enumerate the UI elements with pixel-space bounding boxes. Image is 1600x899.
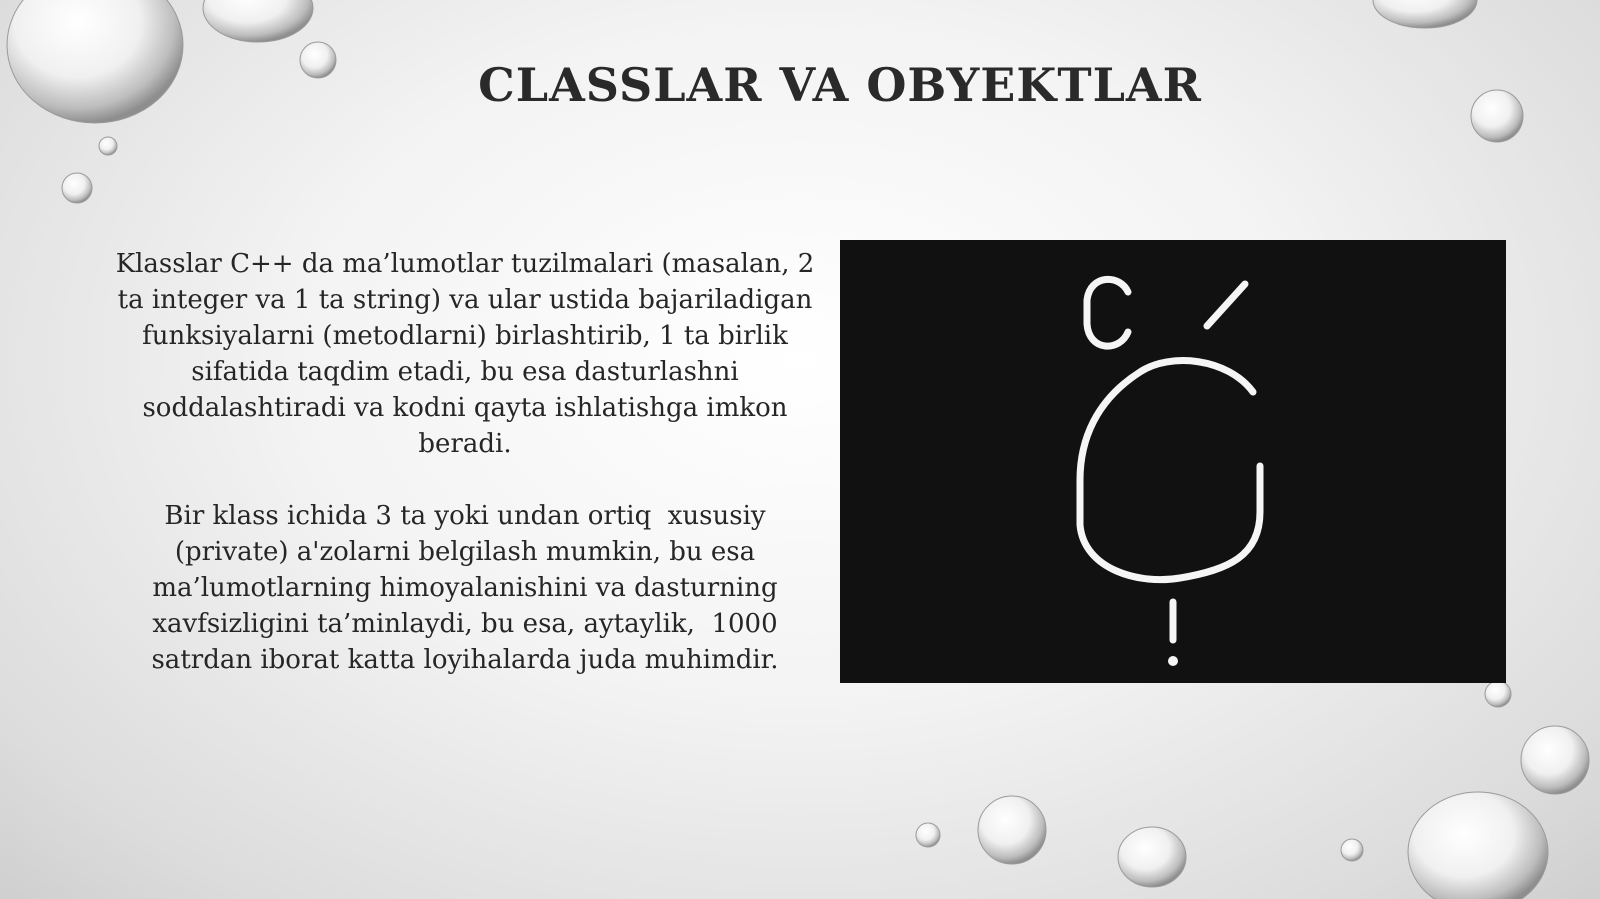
neon-c-letters-image (840, 240, 1506, 683)
paragraph-private-members: Bir klass ichida 3 ta yoki undan ortiq xususiy (private) a'zolarni belgilash mumkin, bu esa ma’lumotlarning himoyalanishini va dasturning xavfsizligini ta’minlaydi, bu esa, aytaylik, 1000 satrdan iborat katta loyihalarda juda muhimdir. (151, 501, 786, 675)
slide-body (110, 246, 823, 678)
paragraph-classes: Klasslar C++ da ma’lumotlar tuzilmalari (masalan, 2 ta integer va 1 ta string) va ular ustida bajariladigan funksiyalarni (metodlarni) birlashtirib, 1 ta birlik sifatida taqdim etadi, bu esa dasturlashni soddalashtiradi va kodni qayta ishlatishga imkon beradi. (115, 249, 823, 459)
slide-title: CLASSLAR VA OBYEKTLAR (478, 58, 1202, 112)
